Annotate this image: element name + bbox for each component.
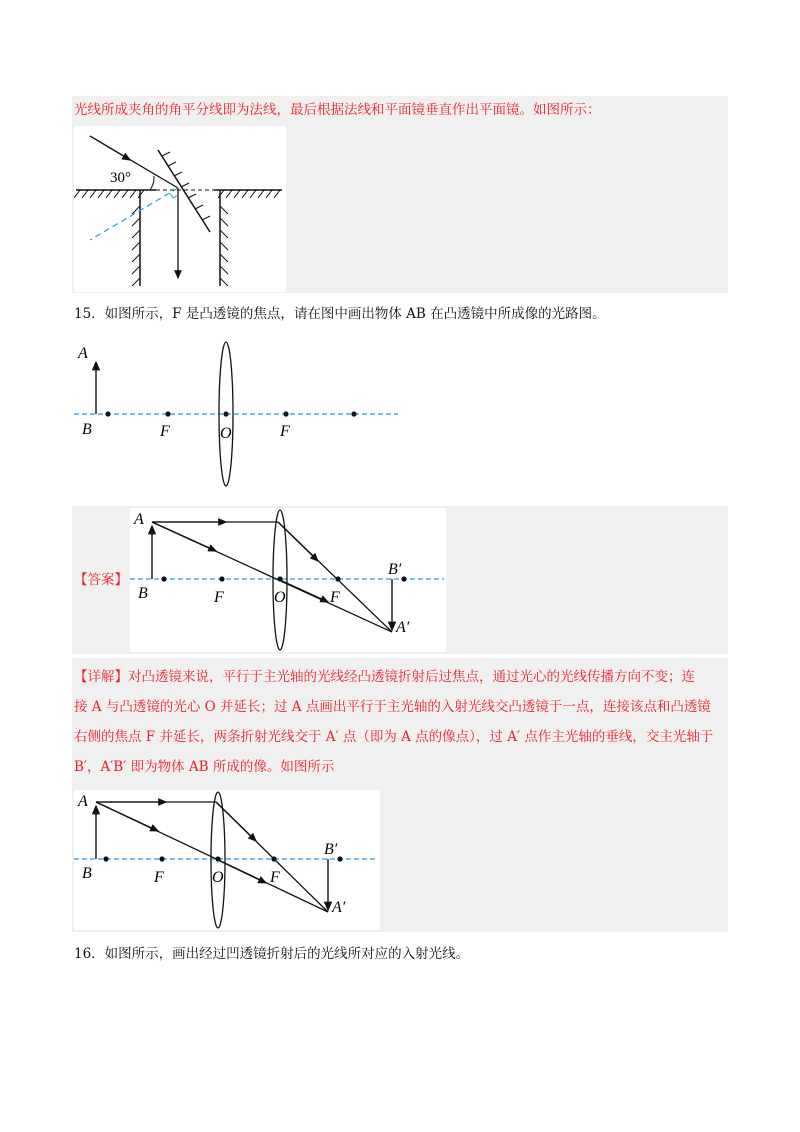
detail-focus-right [271, 856, 276, 861]
label-F-left: F [160, 423, 170, 440]
normal-line [90, 188, 178, 240]
detail-label-O: O [212, 869, 224, 886]
double-focus-right [351, 411, 356, 416]
answer-focus-left [219, 576, 224, 581]
label-F-right: F [280, 423, 290, 440]
mirror-hatch [162, 152, 210, 220]
answer-figure [130, 508, 446, 652]
question-15-text: 15．如图所示，F 是凸透镜的焦点，请在图中画出物体 AB 在凸透镜中所成像的光路图。 [74, 306, 606, 322]
detail-label-B-prime: B′ [324, 841, 338, 858]
answer-label-B-prime: B′ [388, 561, 402, 578]
shaft-wall-hatch [132, 206, 228, 286]
answer-focus-right [335, 576, 340, 581]
label-B: B [82, 421, 92, 438]
question-16-text: 16．如图所示，画出经过凹透镜折射后的光线所对应的入射光线。 [74, 946, 470, 962]
mirror-figure [74, 126, 286, 292]
angle-label: 30° [110, 170, 131, 186]
answer-label-F-right: F [330, 589, 340, 606]
angle-arc [150, 176, 154, 190]
detail-tag: 【详解】 [74, 669, 128, 685]
detail-line-4: B′，A′B′ 即为物体 AB 所成的像。如图所示 [74, 759, 335, 775]
focus-left [165, 411, 170, 416]
detail-double-focus [337, 856, 342, 861]
ground-left-hatch [74, 190, 144, 198]
detail-line-2: 接 A 与凸透镜的光心 O 并延长；过 A 点画出平行于主光轴的入射光线交凸透镜于一点，连接该点和凸透镜 [74, 699, 711, 715]
answer-label-B: B [138, 585, 148, 602]
answer-double-focus [401, 576, 406, 581]
detail-label-F-left: F [154, 869, 164, 886]
label-A: A [78, 345, 88, 362]
detail-label-A-prime: A′ [332, 899, 346, 916]
answer-label-O: O [274, 589, 286, 606]
answer-optical-center [277, 576, 282, 581]
focus-right [283, 411, 288, 416]
question-15-figure [74, 338, 404, 490]
mirror-explanation-text: 光线所成夹角的角平分线即为法线，最后根据法线和平面镜垂直作出平面镜。如图所示： [74, 102, 601, 118]
answer-label-A-prime: A′ [396, 619, 410, 636]
answer-tag: 【答案】 [74, 572, 128, 588]
detail-line-3: 右侧的焦点 F 并延长，两条折射光线交于 A′ 点（即为 A 点的像点），过 A′ 点作主光轴的垂线，交主光轴于 [74, 729, 714, 745]
detail-text [74, 662, 726, 782]
right-angle-mark [170, 193, 178, 198]
point-B [105, 411, 110, 416]
detail-label-F-right: F [270, 869, 280, 886]
detail-label-A: A [78, 793, 88, 810]
label-O: O [220, 425, 232, 442]
detail-optical-center [215, 856, 220, 861]
detail-point-B [103, 856, 108, 861]
answer-label-F-left: F [214, 589, 224, 606]
detail-focus-left [159, 856, 164, 861]
detail-label-B: B [82, 865, 92, 882]
detail-figure [74, 790, 380, 930]
optical-center [223, 411, 228, 416]
answer-label-A: A [134, 511, 144, 528]
detail-line-1: 【详解】对凸透镜来说，平行于主光轴的光线经凸透镜折射后过焦点，通过光心的光线传播方向不变；连 [74, 669, 695, 685]
ground-right-hatch [218, 190, 280, 198]
answer-point-B [161, 576, 166, 581]
